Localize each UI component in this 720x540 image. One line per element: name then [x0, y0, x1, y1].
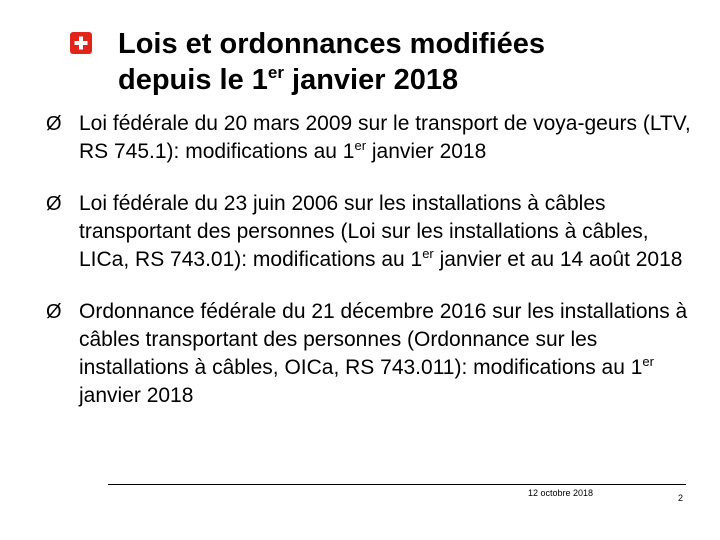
- bullet-superscript: er: [422, 246, 434, 261]
- bullet-text-end: janvier 2018: [79, 384, 194, 407]
- page-number: 2: [678, 493, 684, 503]
- slide-title: [118, 26, 678, 98]
- title-line-2: depuis le 1: [118, 64, 268, 96]
- arrow-bullet-icon: Ø: [46, 113, 62, 135]
- bullet-item-ltv: [46, 110, 696, 166]
- title-line-2-end: janvier 2018: [283, 64, 459, 96]
- bullet-item-oica: [46, 298, 696, 410]
- bullet-superscript: er: [642, 354, 654, 369]
- bullet-list: [46, 110, 696, 410]
- bullet-text-end: janvier et au 14 août 2018: [433, 248, 683, 271]
- arrow-bullet-icon: Ø: [46, 193, 62, 215]
- bullet-text: Loi fédérale du 23 juin 2006 sur les installations à câbles transportant des personnes (Loi sur les installations à câbles, LICa, RS 743.01): modifications au 1: [79, 192, 649, 271]
- bullet-item-lica: [46, 190, 696, 274]
- title-line-1: Lois et ordonnances modifiées: [118, 28, 546, 60]
- bullet-text: Loi fédérale du 20 mars 2009 sur le transport de voya-geurs (LTV, RS 745.1): modifications au 1: [79, 112, 691, 163]
- bullet-text-end: janvier 2018: [366, 140, 487, 163]
- footer-date: 12 octobre 2018: [528, 488, 594, 498]
- arrow-bullet-icon: Ø: [46, 301, 62, 323]
- bullet-superscript: er: [354, 138, 367, 153]
- title-superscript: er: [267, 63, 284, 82]
- swiss-flag-icon: [70, 32, 92, 54]
- footer-divider: [108, 484, 686, 485]
- bullet-text: Ordonnance fédérale du 21 décembre 2016 sur les installations à câbles transportant des personnes (Ordonnance sur les installations à câbles, OICa, RS 743.011): modifications au 1: [79, 300, 688, 379]
